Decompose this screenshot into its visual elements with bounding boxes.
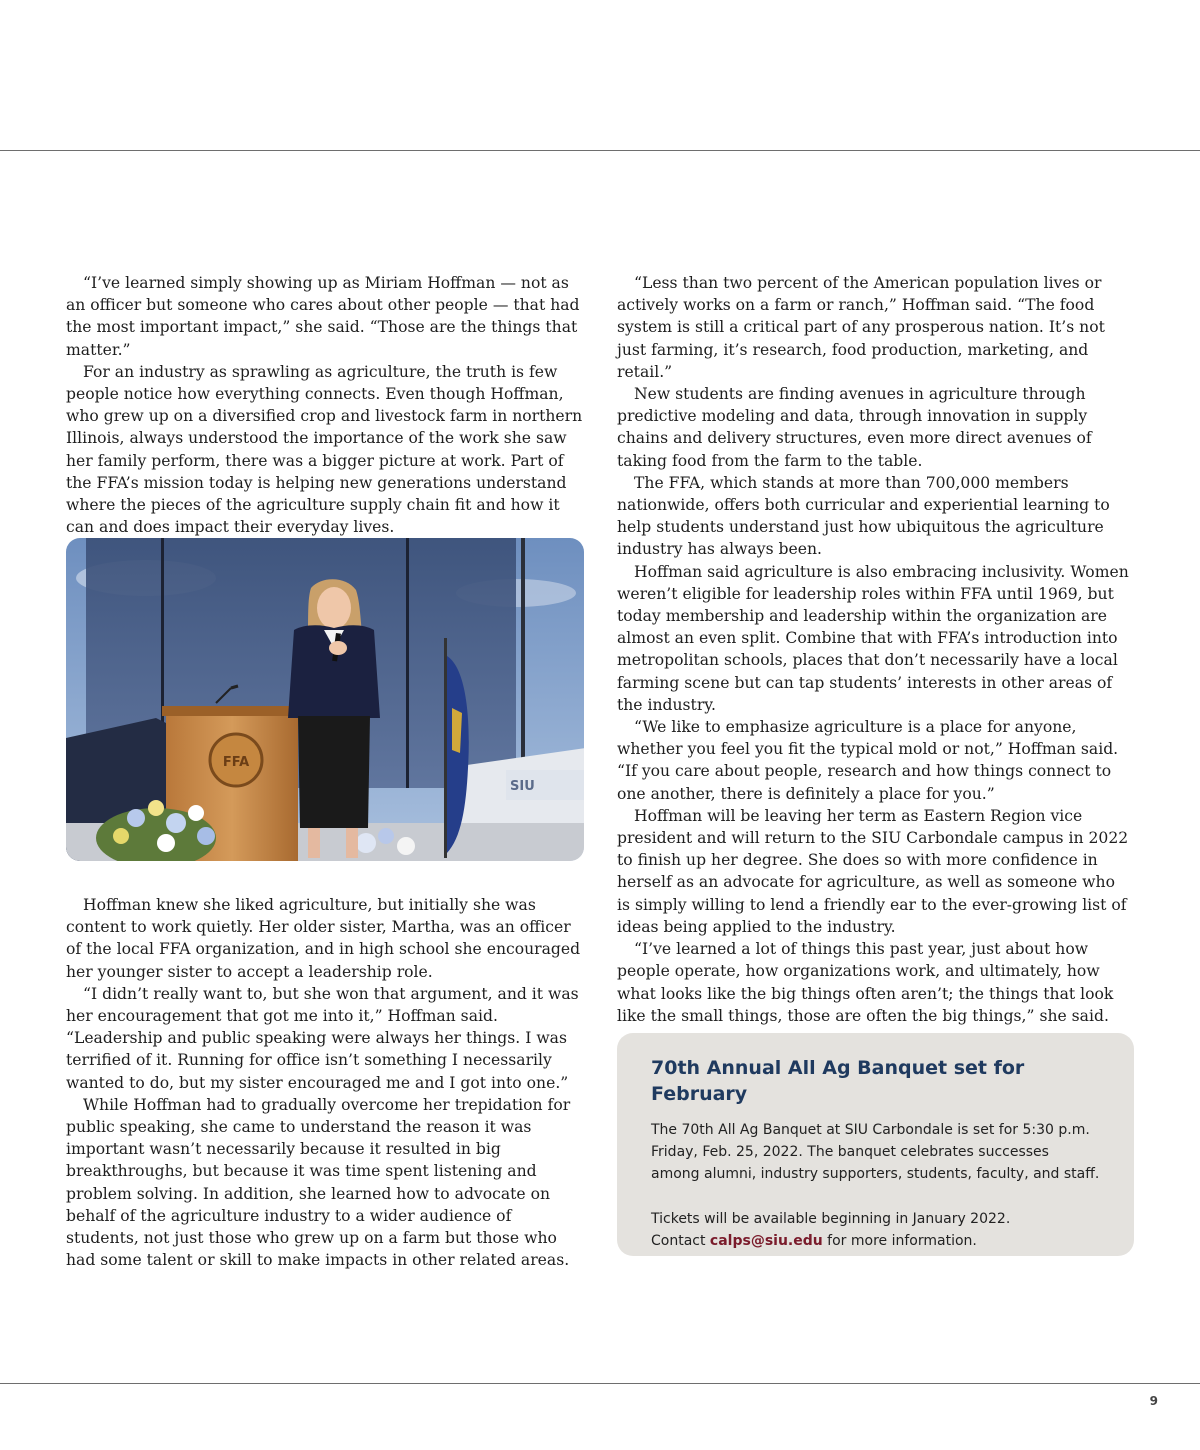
contact-prefix: Contact xyxy=(651,1232,710,1249)
article-paragraph: New students are finding avenues in agriculture through predictive modeling and data, through innovation in supply chains and delivery structures, even more direct avenues of taking food from the farm to the table. xyxy=(617,385,1092,470)
article-paragraph: “I’ve learned simply showing up as Miriam Hoffman — not as an officer but someone who cares about other people — that had the most important impact,” she said. “Those are the things that matter.” xyxy=(66,274,580,359)
contact-suffix: for more information. xyxy=(822,1232,977,1249)
page-number: 9 xyxy=(1149,1394,1158,1408)
footer-rule xyxy=(0,1383,1200,1384)
article-photo xyxy=(66,538,584,861)
sidebar-title: 70th Annual All Ag Banquet set for February xyxy=(651,1057,1025,1105)
article-paragraph: For an industry as sprawling as agriculture, the truth is few people notice how everything connects. Even though Hoffman, who grew up on a diversified crop and livestock farm in northern Illinois, always understood the importance of the work she saw her family perform, there was a bigger picture at work. Part of the FFA’s mission today is helping new generations understand where the pieces of the agriculture supply chain fit and how it can and does impact their everyday lives. xyxy=(66,362,583,537)
article-paragraph: While Hoffman had to gradually overcome her trepidation for public speaking, she came to understand the reason it was important wasn’t necessarily because it resulted in big breakthroughs, but because it was time spent listening and problem solving. In addition, she learned how to advocate on behalf of the agriculture industry to a wider audience of students, not just those who grew up on a farm but those who had some talent or skill to make impacts in other related areas. xyxy=(66,1095,571,1270)
article-column-left-bottom xyxy=(66,894,586,1271)
contact-email-link[interactable]: calps@siu.edu xyxy=(709,1232,823,1249)
sidebar-paragraph: The 70th All Ag Banquet at SIU Carbondale is set for 5:30 p.m. Friday, Feb. 25, 2022. The banquet celebrates successes among alumni, industry supporters, students, faculty, and staff. xyxy=(651,1122,1100,1183)
article-paragraph: Hoffman knew she liked agriculture, but initially she was content to work quietly. Her older sister, Martha, was an officer of the local FFA organization, and in high school she encouraged her younger sister to accept a leadership role. xyxy=(66,896,581,981)
article-paragraph: Hoffman said agriculture is also embracing inclusivity. Women weren’t eligible for leadership roles within FFA until 1969, but today membership and leadership within the organization are almost an even split. Combine that with FFA’s introduction into metropolitan schools, places that don’t necessarily have a local farming scene but can tap students’ interests in other areas of the industry. xyxy=(617,562,1129,714)
article-paragraph: “I’ve learned a lot of things this past year, just about how people operate, how organizations work, and ultimately, how what looks like the big things often aren’t; the things that look like the small things, those are often the big things,” she said. xyxy=(617,940,1114,1025)
article-paragraph: “We like to emphasize agriculture is a place for anyone, whether you feel you fit the typical mold or not,” Hoffman said. “If you care about people, research and how things connect to one another, there is definitely a place for you.” xyxy=(617,718,1119,803)
header-rule xyxy=(0,150,1200,151)
banquet-sidebar-box xyxy=(617,1033,1134,1256)
sidebar-contact-line xyxy=(651,1230,1100,1252)
article-paragraph: Hoffman will be leaving her term as Eastern Region vice president and will return to the SIU Carbondale campus in 2022 to finish up her degree. She does so with more confidence in herself as an advocate for agriculture, as well as someone who is simply willing to lend a friendly ear to the ever-growing list of ideas being applied to the industry. xyxy=(617,806,1129,936)
siu-sign-text: SIU xyxy=(510,779,535,794)
article-paragraph: “Less than two percent of the American population lives or actively works on a farm or ranch,” Hoffman said. “The food system is still a critical part of any prosperous nation. It’s not just farming, it’s research, food production, marketing, and retail.” xyxy=(617,274,1105,381)
siu-tent-sign xyxy=(506,770,584,800)
article-paragraph: The FFA, which stands at more than 700,000 members nationwide, offers both curricular and experiential learning to help students understand just how ubiquitous the agriculture industry has always been. xyxy=(617,473,1110,559)
article-column-left-top xyxy=(66,272,586,538)
article-paragraph: “I didn’t really want to, but she won that argument, and it was her encouragement that got me into it,” Hoffman said. “Leadership and public speaking were always her things. I was terrified of it. Running for office isn’t something I necessarily wanted to do, but my sister encouraged me and I got into one.” xyxy=(66,984,579,1092)
sidebar-tickets-line: Tickets will be available beginning in January 2022. xyxy=(651,1210,1011,1227)
article-column-right xyxy=(617,272,1129,1027)
podium-emblem-text: FFA xyxy=(222,755,250,770)
